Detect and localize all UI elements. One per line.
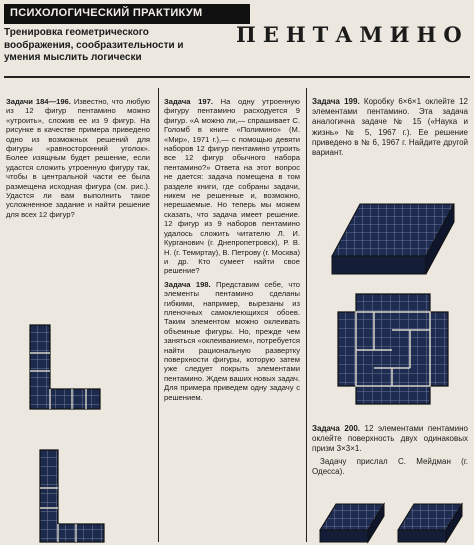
problem-number: Задачи 184—196.: [6, 97, 71, 106]
column-divider: [306, 88, 307, 542]
problem-text: На одну утроенную фигуру пентамино расходуется 9 фигур. «А можно ли,— спрашивает С. Голомб в книге «Полимино» (М. «Мир», 1971 г.),— с помощью девяти наборов 12 фигур пентамино утроить все 12 фигур обычного набора пентамино?» Ответа на этот вопрос не дается: задача помещена в том разделе книги, где собраны задачи, никем не решенные и, возможно, нерешаемые. Но теперь мы можем сказать, что задача имеет решение. 12 фигур из 9 наборов пентамино удалось сложить читателю Л. И. Курганович (г. Днепропетровск), Р. В. Н. (г. Темиртау), В. Петрову (г. Москва) и др. Кто сумеет найти свое решение?: [164, 97, 300, 276]
problems-184-196: [6, 97, 150, 219]
problem-number: Задача 198.: [164, 279, 211, 289]
problem-number: Задача 199.: [312, 97, 360, 106]
box-6x6x1-figure: [330, 200, 456, 278]
header-rule: [4, 76, 470, 78]
problem-200: [312, 424, 468, 479]
problem-197: [164, 97, 300, 404]
page-title: ПЕНТАМИНО: [236, 22, 469, 47]
column-divider: [158, 88, 159, 542]
rubric-subtitle: Тренировка геометрического воображения, сообразительности и умения мыслить логически: [4, 27, 184, 63]
problem-number: Задача 200.: [312, 424, 360, 433]
prism-3x3x1-figure: [318, 502, 386, 544]
problem-number: Задача 197.: [164, 97, 213, 106]
problem-text: Известно, что любую из 12 фигур пентамино можно «утроить», сложив ее из 9 фигур. На рисунке в качестве примера приведено одно из возможных решений для фигуры «равносторонний уголок». Более изящным будет решение, если удастся сложить утроенную фигуру так, чтобы в центральной части ее была размещена исходная фигура (см. рис.). Удастся ли вам выполнить такое усложненное задание и найти решение для всех 12 фигур?: [6, 97, 150, 219]
problem-text: Представим себе, что элементы пентамино сделаны гибкими, например, вырезаны из пленочных самоклеющихся обоев. Таким элементом можно оклеивать объемные фигуры. Но, прежде чем заняться «оклеиванием», потребуется найти рациональную развертку поверхности фигуры, которую затем уже следует покрыть элементами пентамино. Ждем ваших новых задач. Для примера приведем одну задачу с решением.: [164, 279, 300, 402]
problem-author: Задачу прислал С. Мейдман (г. Одесса).: [312, 456, 468, 476]
tripled-corner-figure: [28, 323, 102, 411]
rubric-title: ПСИХОЛОГИЧЕСКИЙ ПРАКТИКУМ: [10, 7, 203, 19]
box-net-figure: [336, 292, 450, 406]
problem-199: [312, 97, 468, 158]
problem-text: Коробку 6×6×1 оклейте 12 элементами пентамино. Эта задача аналогична задаче № 15 («Наука и жизнь» № 5, 1967 г.). Ее решение приведено в № 6, 1967 г. Найдите другой вариант.: [312, 97, 468, 158]
prism-3x3x1-figure: [396, 502, 464, 544]
corner-figure: [38, 448, 108, 544]
problem-text: 12 элементами пентамино оклейте поверхность двух одинаковых призм 3×3×1.: [312, 424, 468, 454]
